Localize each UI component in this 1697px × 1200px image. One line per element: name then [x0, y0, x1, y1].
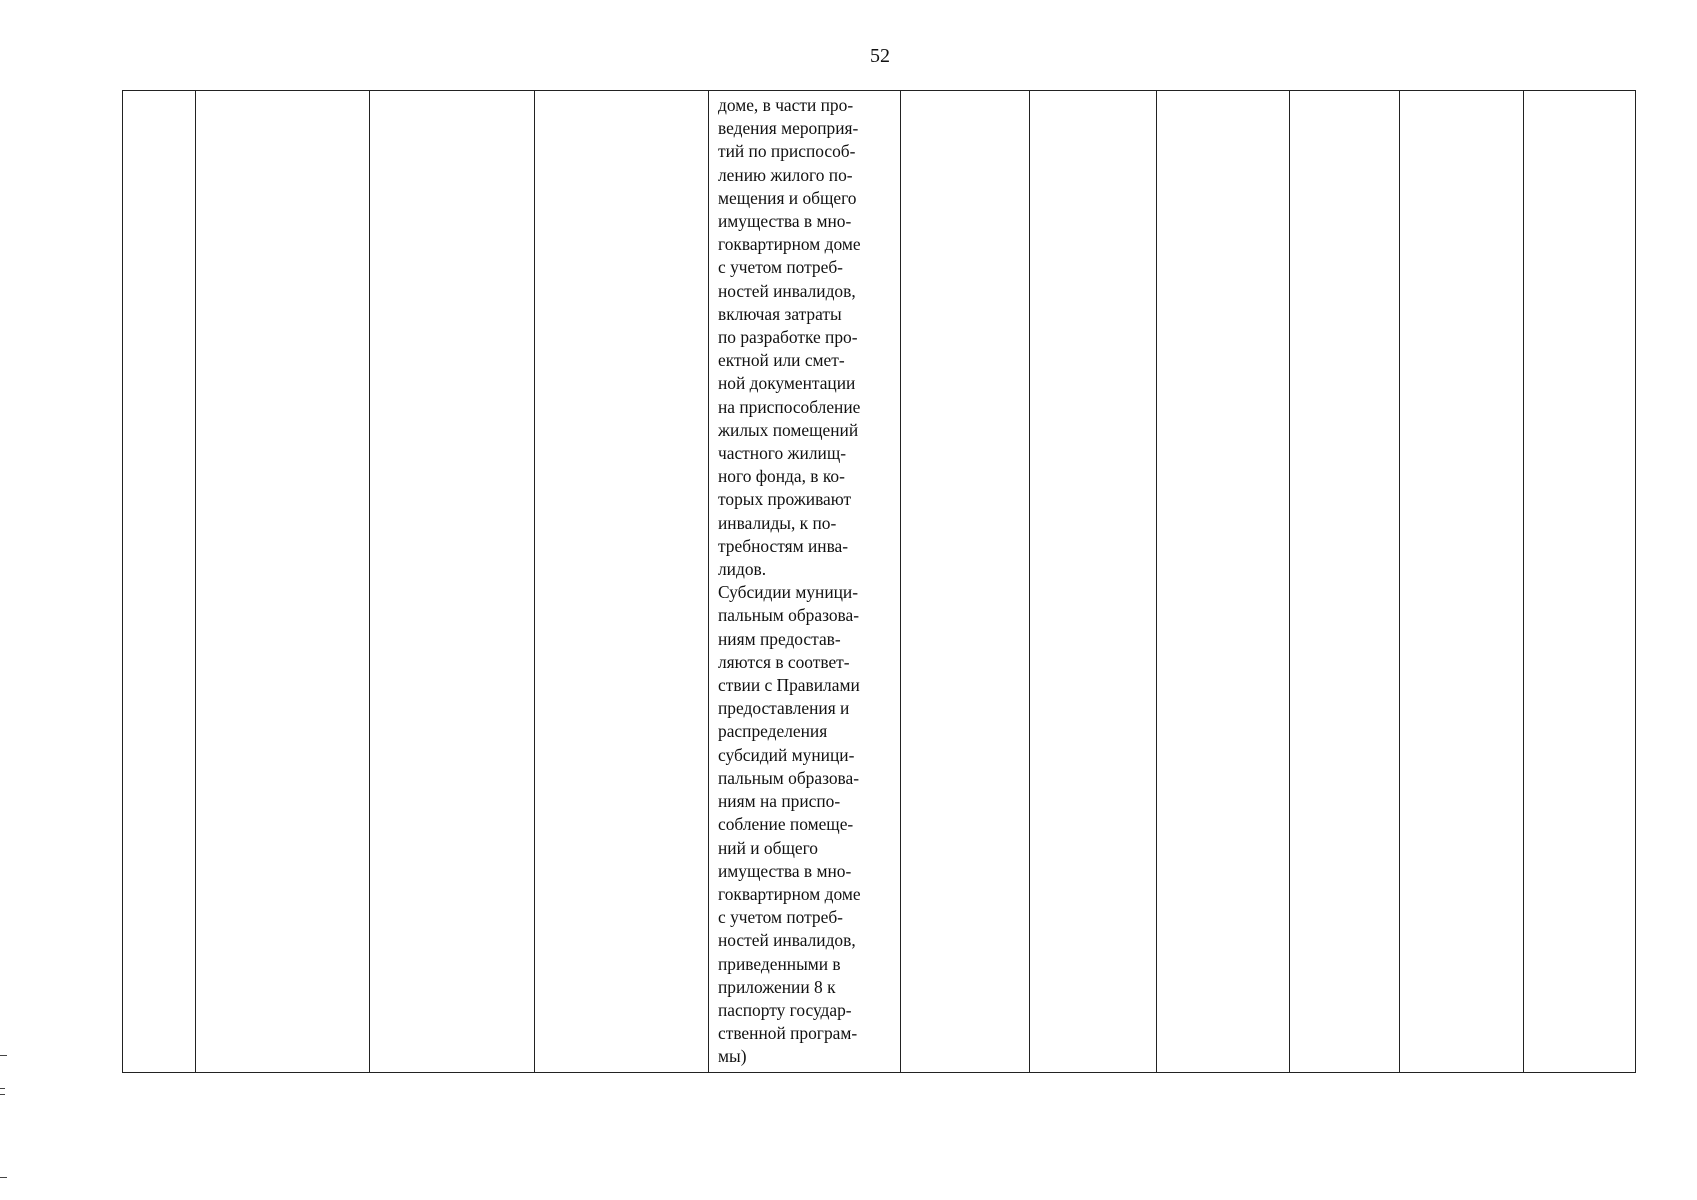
margin-mark [0, 1088, 5, 1089]
page-number: 52 [870, 45, 890, 67]
table-cell-6 [901, 91, 1030, 1073]
description-text: доме, в части про- ведения мероприя- тий по приспособ- лению жилого по- мещения и общего имущества в мно- гоквартирном доме с учетом потреб- ностей инвалидов, включая затраты по разработке про- ектной или смет- ной документации на приспособление жилых помещений частного жилищ- ного фонда, в ко- торых проживают инвалиды, к по- требностям инва- лидов. Субсидии муници- пальным образова- ниям предостав- ляются в соответ- ствии с Правилами предоставления и распределения субсидий муници- пальным образова- ниям на приспо- собление помеще- ний и общего имущества в мно- гоквартирном доме с учетом потреб- ностей инвалидов, приведенными в приложении 8 к паспорту государ- ственной програм- мы) [718, 95, 861, 1067]
table-cell-8 [1157, 91, 1290, 1073]
table-cell-4 [535, 91, 709, 1073]
table-cell-7 [1030, 91, 1157, 1073]
table-cell-description [709, 91, 901, 1073]
table-cell-3 [370, 91, 535, 1073]
table-cell-1 [123, 91, 196, 1073]
margin-mark [0, 1177, 7, 1178]
table-row [123, 91, 1636, 1073]
margin-mark [0, 1055, 7, 1056]
table-cell-11 [1524, 91, 1636, 1073]
table-cell-10 [1400, 91, 1524, 1073]
table-cell-2 [196, 91, 370, 1073]
document-table [122, 90, 1636, 1073]
margin-mark [0, 1094, 5, 1095]
table-cell-9 [1290, 91, 1400, 1073]
